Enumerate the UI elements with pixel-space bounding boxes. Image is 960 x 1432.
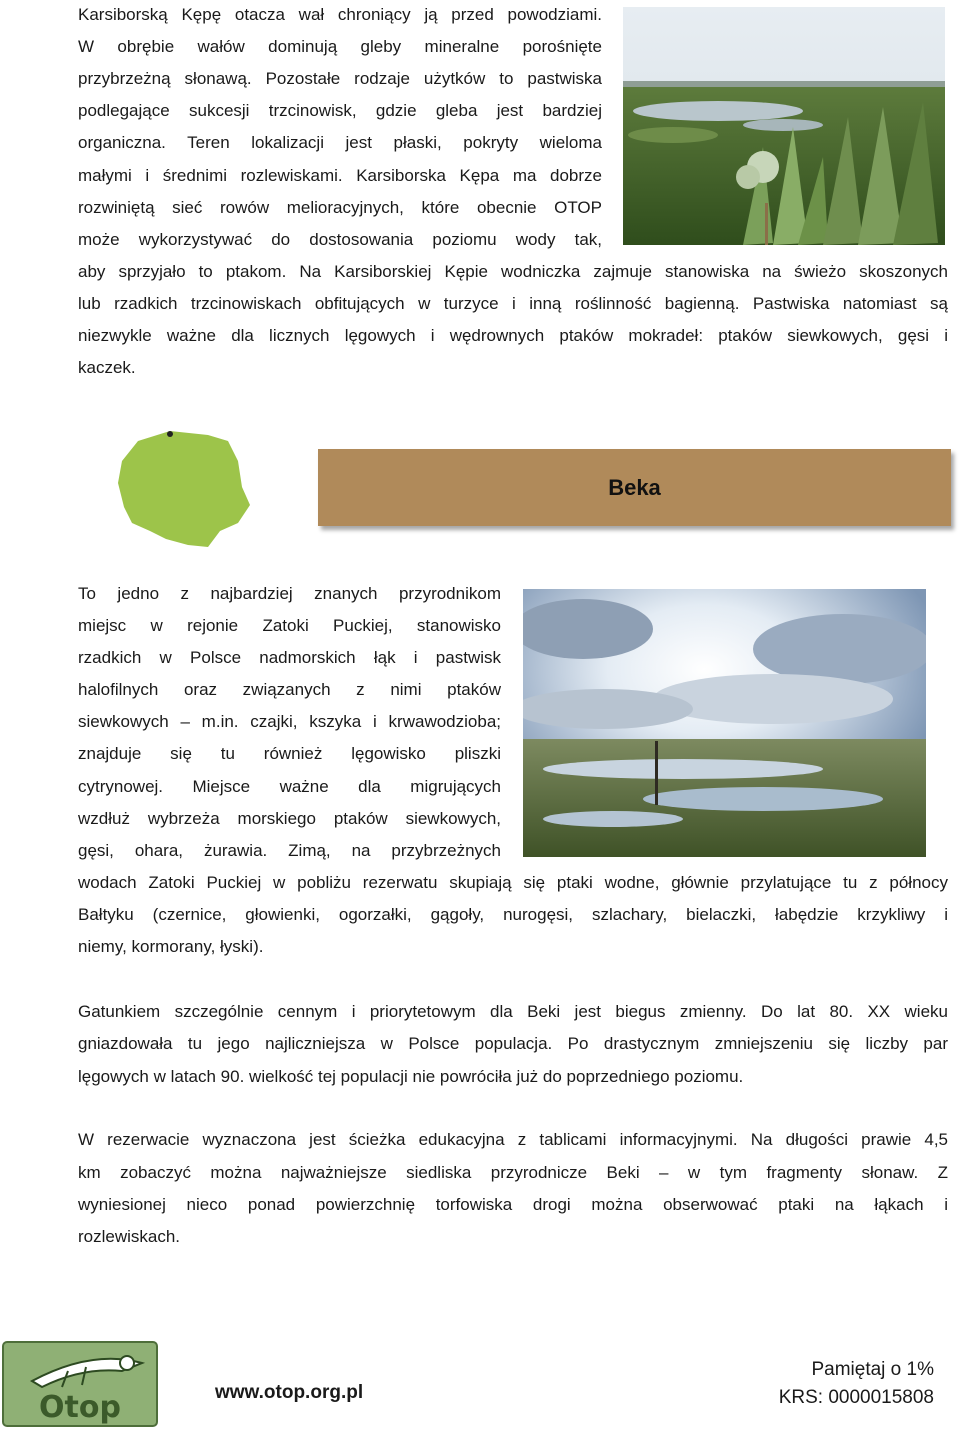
text-line: niemy, kormorany, łyski). (78, 937, 264, 956)
text-line: W obrębie wałów dominują gleby mineralne porośnięte (78, 37, 602, 56)
text-line: gniazdowała tu jego najliczniejsza w Polsce populacja. Po drastycznym zmniejszeniu się liczby par (78, 1034, 948, 1053)
text-line: km zobaczyć można najważniejsze siedliska przyrodnicze Beki – w tym fragmenty słonaw. Z (78, 1163, 948, 1182)
text-line: lęgowych w latach 90. wielkość tej populacji nie powróciła już do poprzedniego poziomu. (78, 1067, 744, 1086)
meadow-photo (523, 589, 926, 857)
text-line: znajduje się tu również lęgowisko pliszki (78, 744, 501, 763)
website-link[interactable]: www.otop.org.pl (215, 1382, 364, 1403)
text-line: To jedno z najbardziej znanych przyrodnikom (78, 584, 501, 603)
text-line: wzdłuż wybrzeża morskiego ptaków siewkowych, (78, 809, 501, 828)
footer-info (779, 1356, 934, 1412)
section-title: Beka (608, 474, 661, 500)
text-line: rozwiniętą sieć rowów melioracyjnych, które obecnie OTOP (78, 198, 602, 217)
pledge-text: Pamiętaj o 1% (811, 1359, 934, 1380)
text-line: rozlewiskach. (78, 1227, 181, 1246)
text-line: kaczek. (78, 358, 136, 377)
text-line: siewkowych – m.in. czajki, kszyka i krwawodzioba; (78, 712, 501, 731)
text-line: przybrzeżną słonawą. Pozostałe rodzaje użytków to pastwiska (78, 69, 602, 88)
text-line: wyniesionej nieco ponad powierzchnię torfowiska drogi można obserwować ptaki na łąkach i (78, 1195, 948, 1214)
text-line: Bałtyku (czernice, głowienki, ogorzałki, gągoły, nurogęsi, szlachary, bielaczki, łabędzie krzykliwy i (78, 905, 948, 924)
text-line: W rezerwacie wyznaczona jest ścieżka edukacyjna z tablicami informacyjnymi. Na długości prawie 4,5 (78, 1130, 948, 1149)
section-banner (318, 449, 951, 526)
otop-bird-logo (2, 1341, 158, 1427)
text-line: może wykorzystywać do dostosowania poziomu wody tak, (78, 230, 602, 249)
text-line: wodach Zatoki Puckiej w pobliżu rezerwatu skupiają się ptaki wodne, głównie przylatujące tu z północy (78, 873, 948, 892)
text-line: cytrynowej. Miejsce ważne dla migrujących (78, 777, 501, 796)
text-line: miejsc w rejonie Zatoki Puckiej, stanowisko (78, 616, 501, 635)
wetland-photo (623, 7, 945, 245)
text-line: organiczna. Teren lokalizacji jest płaski, pokryty wieloma (78, 133, 602, 152)
krs-number: KRS: 0000015808 (778, 1387, 934, 1408)
text-line: podlegające sukcesji trzcinowisk, gdzie gleba jest bardziej (78, 101, 602, 120)
poland-map-icon (110, 427, 256, 551)
text-line: aby sprzyjało to ptakom. Na Karsiborskiej Kępie wodniczka zajmuje stanowiska na świeżo skoszonych (78, 262, 948, 281)
text-line: halofilnych oraz związanych z nimi ptaków (78, 680, 501, 699)
location-dot-icon (167, 431, 173, 437)
text-line: gęsi, ohara, żurawia. Zimą, na przybrzeżnych (78, 841, 501, 860)
text-line: Karsiborską Kępę otacza wał chroniący ją przed powodziami. (78, 5, 602, 24)
text-line: Gatunkiem szczególnie cennym i priorytetowym dla Beki jest biegus zmienny. Do lat 80. XX wieku (78, 1002, 948, 1021)
text-line: małymi i średnimi rozlewiskami. Karsiborska Kępa ma dobrze (78, 166, 602, 185)
logo-text: Otop (39, 1390, 121, 1425)
text-line: lub rzadkich trzcinowiskach obfitujących w turzyce i inną roślinność bagienną. Pastwiska natomiast są (78, 294, 948, 313)
text-line: niezwykle ważne dla licznych lęgowych i wędrownych ptaków mokradeł: ptaków siewkowych, gęsi i (78, 326, 948, 345)
text-line: rzadkich w Polsce nadmorskich łąk i pastwisk (78, 648, 501, 667)
